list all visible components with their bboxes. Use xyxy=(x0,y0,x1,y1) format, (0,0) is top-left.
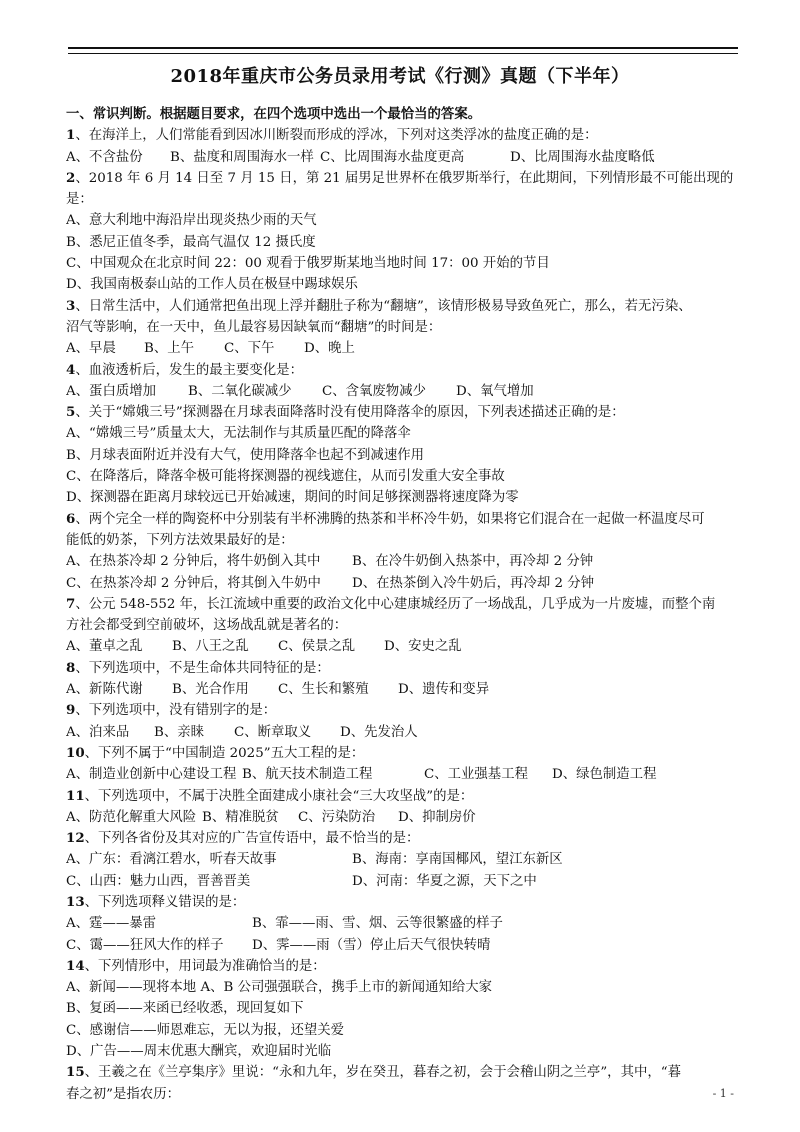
question-number: 3 xyxy=(66,297,76,314)
question-number: 8 xyxy=(66,659,76,676)
question-number: 5 xyxy=(66,404,76,421)
option-a[interactable]: A、广东：看漓江碧水，听春天故事 xyxy=(66,852,277,868)
option-row xyxy=(66,487,742,508)
option-a[interactable]: A、制造业创新中心建设工程 xyxy=(66,767,237,783)
top-rule-thin xyxy=(68,53,738,54)
option-a[interactable]: A、意大利地中海沿岸出现炎热少雨的天气 xyxy=(66,213,317,229)
option-row xyxy=(66,573,742,594)
question-stem xyxy=(66,594,742,615)
option-row xyxy=(66,1020,742,1041)
question-number: 4 xyxy=(66,361,76,378)
option-row xyxy=(66,551,742,572)
question-number: 11 xyxy=(66,787,85,804)
option-a[interactable]: B、复函——来函已经收悉，现回复如下 xyxy=(66,1001,304,1017)
option-a[interactable]: A、董卓之乱 xyxy=(66,639,143,655)
option-row xyxy=(66,636,742,657)
page-number: - 1 - xyxy=(712,1087,734,1100)
option-c[interactable]: C、下午 xyxy=(224,341,275,357)
option-row xyxy=(66,977,742,998)
option-row xyxy=(66,210,742,231)
question-stem xyxy=(66,402,742,423)
option-a[interactable]: D、我国南极泰山站的工作人员在极昼中踢球娱乐 xyxy=(66,277,358,293)
option-a[interactable]: A、防范化解重大风险 xyxy=(66,809,197,825)
question-number: 13 xyxy=(66,893,85,910)
option-a[interactable]: A、霆——暴雷 xyxy=(66,916,157,932)
option-a[interactable]: B、悉尼正值冬季，最高气温仅 12 摄氏度 xyxy=(66,234,316,250)
question-text: 、下列不属于“中国制造 2025”五大工程的是： xyxy=(84,745,365,761)
option-b[interactable]: D、在热茶倒入冷牛奶后，再冷却 2 分钟 xyxy=(352,575,595,591)
question-text: 、下列情形中，用词最为准确恰当的是： xyxy=(84,958,326,974)
top-rule-thick xyxy=(68,47,738,49)
option-row xyxy=(66,1041,742,1062)
option-a[interactable]: A、早晨 xyxy=(66,341,116,357)
option-row xyxy=(66,147,742,168)
question-stem xyxy=(66,168,742,189)
option-a[interactable]: D、广告——周末优惠大酬宾，欢迎届时光临 xyxy=(66,1044,332,1060)
option-b[interactable]: B、精准脱贫 xyxy=(202,809,279,825)
option-row xyxy=(66,232,742,253)
question-text: 、血液透析后，发生的最主要变化是： xyxy=(75,362,303,378)
option-b[interactable]: B、海南：享南国椰风，望江东新区 xyxy=(352,852,563,868)
question-stem xyxy=(66,956,742,977)
option-a[interactable]: A、蛋白质增加 xyxy=(66,383,157,399)
option-a[interactable]: C、山西：魅力山西，晋善晋美 xyxy=(66,873,251,889)
option-c[interactable]: C、侯景之乱 xyxy=(278,639,356,655)
option-c[interactable]: C、工业强基工程 xyxy=(424,767,528,783)
question-number: 9 xyxy=(66,702,76,719)
question-text: 春之初”是指农历： xyxy=(66,1086,180,1102)
question-text: 能低的奶茶，下列方法效果最好的是： xyxy=(66,532,294,548)
option-d[interactable]: D、氧气增加 xyxy=(456,383,534,399)
question-text: 、下列各省份及其对应的广告宣传语中，最不恰当的是： xyxy=(84,831,420,847)
question-stem xyxy=(66,743,742,764)
question-text: 、下列选项中，没有错别字的是： xyxy=(75,703,277,719)
option-b[interactable]: B、光合作用 xyxy=(172,682,249,698)
option-b[interactable]: B、上午 xyxy=(144,341,195,357)
option-a[interactable]: A、新陈代谢 xyxy=(66,682,143,698)
question-stem xyxy=(66,1062,742,1083)
question-stem xyxy=(66,786,742,807)
question-number: 6 xyxy=(66,510,76,527)
question-number: 15 xyxy=(66,1064,85,1081)
option-a[interactable]: B、月球表面附近并没有大气，使用降落伞也起不到减速作用 xyxy=(66,447,424,463)
option-row xyxy=(66,274,742,295)
option-c[interactable]: C、断章取义 xyxy=(234,724,312,740)
option-d[interactable]: D、安史之乱 xyxy=(384,639,462,655)
option-row xyxy=(66,998,742,1019)
option-row xyxy=(66,871,742,892)
option-b[interactable]: D、霁——雨（雪）停止后天气很快转晴 xyxy=(252,937,491,953)
question-stem xyxy=(66,125,742,146)
question-stem xyxy=(66,360,742,381)
question-stem-continued xyxy=(66,189,742,210)
option-b[interactable]: B、二氧化碳减少 xyxy=(188,383,292,399)
question-number: 10 xyxy=(66,744,85,761)
option-a[interactable]: C、霭——狂风大作的样子 xyxy=(66,937,224,953)
question-text: 、两个完全一样的陶瓷杯中分别装有半杯沸腾的热茶和半杯冷牛奶，如果将它们混合在一起做一杯温度尽可 xyxy=(75,511,705,527)
option-a[interactable]: C、中国观众在北京时间 22：00 观看于俄罗斯某地当地时间 17：00 开始的节目 xyxy=(66,256,550,272)
question-stem xyxy=(66,296,742,317)
question-text: 、下列选项释义错误的是： xyxy=(84,894,246,910)
option-c[interactable]: C、生长和繁殖 xyxy=(278,682,369,698)
option-row xyxy=(66,338,742,359)
option-row xyxy=(66,849,742,870)
question-text: 、日常生活中，人们通常把鱼出现上浮并翻肚子称为“翻塘”，该情形极易导致鱼死亡，那么，若无污染、 xyxy=(75,298,692,314)
option-b[interactable]: B、在冷牛奶倒入热茶中，再冷却 2 分钟 xyxy=(352,554,594,570)
option-a[interactable]: D、探测器在距离月球较远已开始减速，期间的时间足够探测器将速度降为零 xyxy=(66,490,519,506)
option-a[interactable]: C、在热茶冷却 2 分钟后，将其倒入牛奶中 xyxy=(66,575,321,591)
option-row xyxy=(66,466,742,487)
option-b[interactable]: B、航天技术制造工程 xyxy=(242,767,373,783)
option-d[interactable]: D、抑制房价 xyxy=(398,809,476,825)
question-stem-continued xyxy=(66,317,742,338)
option-b[interactable]: B、盐度和周围海水一样 xyxy=(170,149,314,165)
option-a[interactable]: A、在热茶冷却 2 分钟后，将牛奶倒入其中 xyxy=(66,554,321,570)
option-d[interactable]: D、绿色制造工程 xyxy=(552,767,657,783)
option-row xyxy=(66,381,742,402)
question-text: 沼气等影响，在一天中，鱼儿最容易因缺氧而“翻塘”的时间是： xyxy=(66,319,442,335)
option-b[interactable]: B、亲睐 xyxy=(154,724,205,740)
option-b[interactable]: B、霏——雨、雪、烟、云等很繁盛的样子 xyxy=(252,916,503,932)
question-text: 、2018 年 6 月 14 日至 7 月 15 日，第 21 届男足世界杯在俄罗斯举行，在此期间，下列情形最不可能出现的 xyxy=(75,170,734,186)
question-text: 、王羲之在《兰亭集序》里说：“永和九年，岁在癸丑，暮春之初，会于会稽山阴之兰亭”，其中，“暮 xyxy=(84,1065,681,1081)
option-a[interactable]: A、“嫦娥三号”质量太大，无法制作与其质量匹配的降落伞 xyxy=(66,426,411,442)
option-row xyxy=(66,679,742,700)
option-a[interactable]: C、感谢信——师恩难忘，无以为报，还望关爱 xyxy=(66,1022,345,1038)
question-list xyxy=(66,104,742,1105)
option-b[interactable]: B、八王之乱 xyxy=(172,639,249,655)
question-stem xyxy=(66,828,742,849)
option-b[interactable]: D、河南：华夏之源，天下之中 xyxy=(352,873,537,889)
option-a[interactable]: C、在降落后，降落伞极可能将探测器的视线遮住，从而引发重大安全事故 xyxy=(66,469,505,485)
question-stem-continued xyxy=(66,530,742,551)
question-number: 14 xyxy=(66,957,85,974)
option-row xyxy=(66,807,742,828)
question-text: 、在海洋上，人们常能看到因冰川断裂而形成的浮冰，下列对这类浮冰的盐度正确的是： xyxy=(75,128,598,144)
question-text: 是： xyxy=(66,192,93,208)
option-row xyxy=(66,253,742,274)
option-c[interactable]: C、含氧废物减少 xyxy=(322,383,426,399)
question-stem-continued xyxy=(66,1084,742,1105)
question-number: 1 xyxy=(66,127,76,144)
option-a[interactable]: A、新闻——现将本地 A、B 公司强强联合，携手上市的新闻通知给大家 xyxy=(66,980,493,996)
question-stem xyxy=(66,892,742,913)
option-row xyxy=(66,913,742,934)
option-d[interactable]: D、先发治人 xyxy=(340,724,418,740)
option-a[interactable]: A、泊来品 xyxy=(66,724,130,740)
option-d[interactable]: D、遗传和变异 xyxy=(398,682,490,698)
question-text: 、下列选项中，不是生命体共同特征的是： xyxy=(75,660,330,676)
option-a[interactable]: A、不含盐份 xyxy=(66,149,143,165)
option-row xyxy=(66,935,742,956)
question-text: 、关于“嫦娥三号”探测器在月球表面降落时没有使用降落伞的原因，下列表述描述正确的是： xyxy=(75,405,625,421)
option-d[interactable]: D、比周围海水盐度略低 xyxy=(510,149,655,165)
option-row xyxy=(66,445,742,466)
question-stem xyxy=(66,700,742,721)
question-number: 2 xyxy=(66,169,76,186)
question-stem-continued xyxy=(66,615,742,636)
question-text: 方社会都受到空前破坏，这场战乱就是著名的： xyxy=(66,618,348,634)
option-c[interactable]: C、比周围海水盐度更高 xyxy=(320,149,465,165)
question-text: 、公元 548-552 年，长江流域中重要的政治文化中心建康城经历了一场战乱，几乎成为一片废墟，而整个南 xyxy=(75,596,716,612)
question-text: 、下列选项中，不属于决胜全面建成小康社会“三大攻坚战”的是： xyxy=(84,788,474,804)
question-stem xyxy=(66,509,742,530)
option-row xyxy=(66,722,742,743)
option-row xyxy=(66,764,742,785)
option-d[interactable]: D、晚上 xyxy=(304,341,355,357)
option-row xyxy=(66,423,742,444)
question-number: 7 xyxy=(66,595,76,612)
question-stem xyxy=(66,658,742,679)
document-title: 2018年重庆市公务员录用考试《行测》真题（下半年） xyxy=(170,66,630,87)
question-number: 12 xyxy=(66,830,85,847)
option-c[interactable]: C、污染防治 xyxy=(298,809,376,825)
section-heading: 一、常识判断。根据题目要求，在四个选项中选出一个最恰当的答案。 xyxy=(66,106,482,122)
